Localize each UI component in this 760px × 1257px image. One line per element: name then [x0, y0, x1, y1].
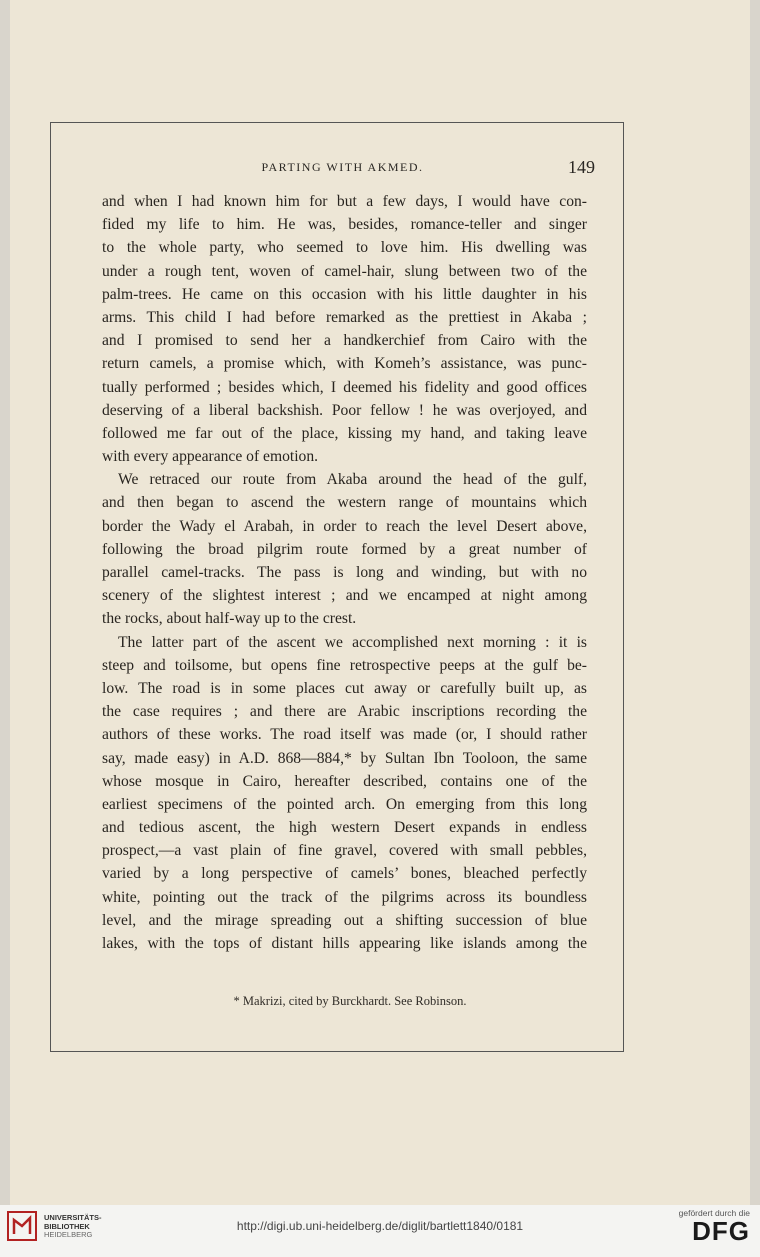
text-line: the case requires ; and there are Arabic inscriptions recording the — [102, 703, 587, 721]
text-line: authors of these works. The road itself was made (or, I should rather — [102, 726, 587, 744]
text-line: to the whole party, who seemed to love him. His dwelling was — [102, 239, 587, 257]
text-line: steep and toilsome, but opens fine retrospective peeps at the gulf be- — [102, 656, 587, 674]
text-line: fided my life to him. He was, besides, romance-teller and singer — [102, 216, 587, 234]
text-line: and tedious ascent, the high western Desert expands in endless — [102, 819, 587, 837]
permalink-url[interactable]: http://digi.ub.uni-heidelberg.de/diglit/bartlett1840/0181 — [236, 1219, 524, 1233]
text-line: border the Wady el Arabah, in order to reach the level Desert above, — [102, 517, 587, 535]
text-line: palm-trees. He came on this occasion with his little daughter in his — [102, 285, 587, 303]
university-line: UNIVERSITÄTS- — [44, 1213, 102, 1222]
text-line: earliest specimens of the pointed arch. On emerging from this long — [102, 795, 587, 813]
university-line: HEIDELBERG — [44, 1230, 93, 1239]
text-line: return camels, a promise which, with Komeh’s assistance, was punc- — [102, 355, 587, 373]
text-line: followed me far out of the place, kissing my hand, and taking leave — [102, 424, 587, 442]
text-line: parallel camel-tracks. The pass is long and winding, but with no — [102, 564, 587, 581]
university-logo-icon — [6, 1210, 38, 1242]
text-line: under a rough tent, woven of camel-hair, slung between two of the — [102, 262, 587, 280]
text-line: tually performed ; besides which, I deemed his fidelity and good offices — [102, 378, 587, 396]
text-line: and I promised to send her a handkerchief from Cairo with the — [102, 332, 587, 350]
university-line: BIBLIOTHEK — [44, 1221, 90, 1231]
text-line: prospect,—a vast plain of fine gravel, covered with small pebbles, — [102, 842, 587, 860]
text-line: and when I had known him for but a few days, I would have con- — [102, 193, 587, 210]
text-line: the rocks, about half-way up to the crest. — [102, 610, 357, 628]
page-number: 149 — [568, 157, 595, 177]
funding-notice — [679, 1208, 750, 1247]
page-header — [90, 157, 595, 184]
text-line: say, made easy) in A.D. 868—884,* by Sultan Ibn Tooloon, the same — [102, 749, 587, 767]
text-line: arms. This child I had before remarked as the prettiest in Akaba ; — [102, 308, 587, 326]
text-line: following the broad pilgrim route formed by a great number of — [102, 540, 587, 558]
funding-label: gefördert durch die — [678, 1208, 750, 1218]
text-line: level, and the mirage spreading out a shifting succession of blue — [102, 911, 587, 929]
text-line: lakes, with the tops of distant hills appearing like islands among the — [102, 935, 587, 952]
dfg-logo: DFG — [692, 1216, 750, 1246]
text-line: and then began to ascend the western range of mountains which — [102, 494, 587, 512]
text-line: deserving of a liberal backshish. Poor fellow ! he was overjoyed, and — [102, 401, 587, 419]
text-line: The latter part of the ascent we accomplished next morning : it is — [118, 633, 587, 651]
text-line: with every appearance of emotion. — [102, 448, 319, 466]
text-line: We retraced our route from Akaba around the head of the gulf, — [118, 471, 587, 489]
text-line: low. The road is in some places cut away or carefully built up, as — [102, 679, 587, 697]
text-line: varied by a long perspective of camels’ bones, bleached perfectly — [102, 865, 587, 883]
text-line: whose mosque in Cairo, hereafter described, contains one of the — [102, 772, 587, 790]
text-line: scenery of the slightest interest ; and we encamped at night among — [102, 587, 587, 605]
text-line: white, pointing out the track of the pilgrims across its boundless — [102, 888, 587, 906]
running-title: PARTING WITH AKMED. — [261, 160, 424, 174]
university-name — [44, 1214, 102, 1240]
body-text — [102, 190, 587, 955]
footnote: * Makrizi, cited by Burckhardt. See Robinson. — [233, 994, 467, 1008]
